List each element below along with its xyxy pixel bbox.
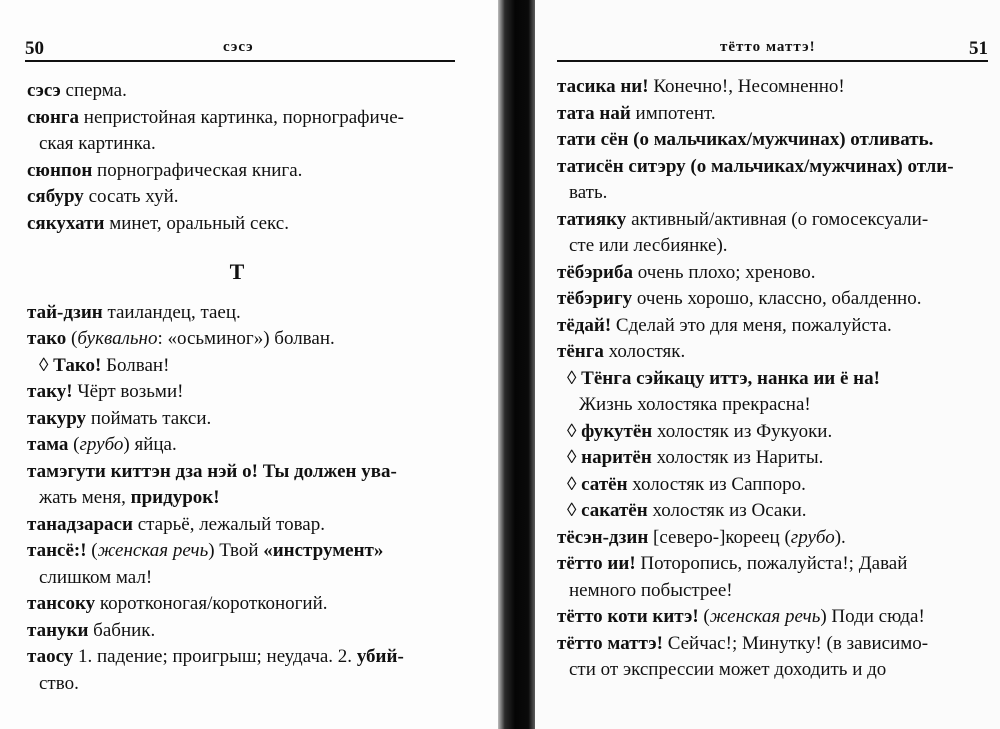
dict-entry [557, 313, 997, 340]
dict-entry [27, 512, 457, 539]
entry-definition: коротконогая/коротконогий. [95, 593, 328, 614]
entry-term: сакатён [581, 500, 648, 521]
entry-punct: ( [68, 434, 80, 455]
entry-definition: старьё, лежалый товар. [132, 513, 325, 535]
entry-term: тёбэриба [557, 261, 633, 283]
entry-definition: Поторопись, пожалуйста!; Давай [635, 553, 908, 574]
entry-term: тако [27, 328, 67, 349]
dict-entry [557, 604, 997, 631]
entry-definition: ) Поди сюда! [820, 606, 925, 627]
entry-definition: холостяк. [603, 341, 686, 362]
entry-definition: Сделай это для меня, пожалуйста. [611, 314, 892, 336]
dict-entry [557, 551, 997, 604]
entry-definition: поймать такси. [86, 407, 212, 429]
right-page [535, 0, 1000, 729]
entry-term: таку! [27, 381, 73, 402]
entry-term: тай-дзин [27, 301, 103, 323]
entry-definition-bold: «инструмент» [263, 540, 384, 561]
entry-term: тама [27, 434, 69, 455]
entry-term: наритён [581, 447, 652, 468]
entry-definition-cont: вать. [569, 182, 608, 203]
entry-definition: активный/активная (о гомосексуали- [626, 208, 929, 230]
right-column [557, 74, 997, 684]
dict-entry [27, 211, 457, 238]
entry-term: тётто ии! [557, 553, 636, 574]
entry-definition-bold: придурок! [130, 487, 220, 508]
entry-term: тёдай! [557, 314, 612, 336]
entry-term: тасика ни! [557, 76, 649, 97]
entry-term: татияку [557, 208, 627, 230]
dict-entry [27, 406, 457, 433]
entry-definition: сосать хуй. [83, 186, 179, 207]
entry-term: Тёнга сэйкацу иттэ, нанка ии ё на! [581, 367, 880, 389]
entry-term: Тако! [53, 354, 102, 376]
entry-definition: непристойная картинка, порнографиче- [79, 106, 404, 128]
entry-punct: ( [66, 328, 78, 349]
diamond-marker-icon: ◊ [39, 354, 54, 376]
entry-usage-note: буквально [77, 328, 158, 349]
entry-term: танадзараси [27, 513, 133, 535]
dict-entry [557, 260, 997, 287]
entry-definition-cont: слишком мал! [39, 566, 153, 588]
entry-definition: 1. падение; проигрыш; неудача. 2. [73, 646, 357, 667]
left-column [27, 78, 457, 697]
entry-definition: очень плохо; хреново. [633, 261, 816, 283]
diamond-marker-icon: ◊ [567, 500, 582, 521]
entry-term: тёбэригу [557, 288, 633, 309]
left-running-head [25, 38, 455, 62]
entry-punct: ( [698, 606, 710, 627]
entry-definition: холостяк из Нариты. [651, 447, 824, 468]
entry-definition: очень хорошо, классно, обалденно. [632, 288, 922, 309]
dict-entry [557, 154, 997, 207]
entry-term: тансё:! [27, 540, 87, 561]
entry-term: сюнпон [27, 159, 93, 181]
dict-entry [557, 74, 997, 101]
dict-entry [27, 538, 457, 591]
book-spine [498, 0, 536, 729]
entry-term: тати сён [557, 129, 629, 150]
diamond-marker-icon: ◊ [567, 420, 582, 442]
entry-term: тётто маттэ! [557, 632, 663, 654]
entry-definition: таиландец, таец. [102, 301, 241, 323]
entry-term: сябуру [27, 186, 84, 207]
section-letter-heading: Т [229, 259, 245, 284]
entry-usage-note: женская речь [97, 540, 209, 561]
dict-entry [27, 618, 457, 645]
entry-definition: холостяк из Саппоро. [627, 473, 806, 495]
entry-punct: ( [86, 540, 98, 561]
header-word-left: сэсэ [223, 39, 254, 55]
entry-usage-note: грубо [79, 434, 124, 455]
entry-term: такуру [27, 407, 87, 429]
diamond-marker-icon: ◊ [567, 447, 582, 468]
entry-term: тануки [27, 619, 89, 641]
entry-definition: порнографическая книга. [92, 159, 303, 181]
entry-definition: Конечно!, Несомненно! [648, 76, 845, 97]
diamond-marker-icon: ◊ [567, 473, 582, 495]
dict-entry [557, 207, 997, 260]
right-running-head [557, 38, 988, 62]
header-word-right: тётто маттэ! [720, 39, 816, 55]
dict-entry [557, 127, 997, 154]
dict-subentry [557, 445, 997, 472]
entry-term: тамэгути киттэн дза нэй о! [27, 460, 258, 482]
entry-definition: : «осьминог») болван. [157, 328, 335, 349]
entry-definition-cont: сте или лесбиянке). [569, 235, 728, 256]
dict-subentry [557, 472, 997, 499]
entry-definition-cont: немного побыстрее! [569, 579, 733, 601]
page-number-right: 51 [969, 38, 988, 59]
dict-entry [27, 300, 457, 327]
entry-definition: холостяк из Фукуоки. [652, 420, 833, 442]
dict-subentry [557, 498, 997, 525]
dict-entry [27, 591, 457, 618]
entry-definition: бабник. [88, 619, 156, 641]
entry-usage-note: женская речь [709, 606, 821, 627]
entry-definition: Болван! [101, 354, 170, 376]
dict-entry [27, 432, 457, 459]
page-number-left: 50 [25, 38, 44, 59]
entry-definition: холостяк из Осаки. [647, 500, 807, 521]
dict-entry [557, 525, 997, 552]
entry-definition-bold: убий- [356, 646, 404, 667]
entry-term: тата най [557, 102, 631, 124]
entry-term: сэсэ [27, 80, 61, 101]
entry-term: таосу [27, 646, 74, 667]
dict-subentry [27, 353, 457, 380]
entry-definition: минет, оральный секс. [104, 212, 289, 234]
dict-entry [27, 105, 457, 158]
entry-definition: Сейчас!; Минутку! (в зависимо- [662, 632, 929, 654]
entry-term: сюнга [27, 106, 80, 128]
entry-definition: [северо-]кореец ( [648, 526, 791, 548]
entry-term: тансоку [27, 593, 96, 614]
entry-term: татисён ситэру [557, 155, 686, 177]
entry-term: тёсэн-дзин [557, 526, 649, 548]
dict-subentry [557, 419, 997, 446]
dict-entry [557, 101, 997, 128]
entry-definition: (о мальчиках/мужчинах) отливать. [628, 129, 934, 150]
entry-definition-cont: ская картинка. [39, 133, 156, 154]
entry-definition: Ты должен ува- [257, 460, 397, 482]
entry-usage-note: грубо [790, 526, 835, 548]
entry-term: фукутён [581, 420, 653, 442]
diamond-marker-icon: ◊ [567, 367, 582, 389]
entry-term: сякухати [27, 212, 105, 234]
entry-term: тёнга [557, 341, 604, 362]
entry-definition: Чёрт возьми! [72, 381, 184, 402]
dict-entry [27, 644, 457, 697]
dict-entry [557, 631, 997, 684]
entry-definition: (о мальчиках/мужчинах) отли- [685, 155, 954, 177]
dict-entry [27, 379, 457, 406]
entry-definition-cont: Жизнь холостяка прекрасна! [579, 394, 811, 415]
entry-term: сатён [581, 473, 628, 495]
entry-definition: ) яйца. [123, 434, 177, 455]
dict-entry [27, 459, 457, 512]
dict-subentry [557, 366, 997, 419]
dict-entry [27, 326, 457, 353]
entry-punct: ). [834, 526, 846, 548]
dict-entry [27, 184, 457, 211]
entry-definition-cont: жать меня, [39, 487, 131, 508]
entry-term: тётто коти китэ! [557, 606, 699, 627]
entry-definition-cont: сти от экспрессии может доходить и до [569, 659, 887, 680]
dict-entry [27, 158, 457, 185]
entry-definition: импотент. [630, 102, 716, 124]
dict-entry [27, 78, 457, 105]
entry-definition-cont: ство. [39, 672, 79, 694]
dict-entry [557, 286, 997, 313]
entry-definition: ) Твой [208, 540, 264, 561]
entry-definition: сперма. [60, 80, 127, 101]
dict-entry [557, 339, 997, 366]
